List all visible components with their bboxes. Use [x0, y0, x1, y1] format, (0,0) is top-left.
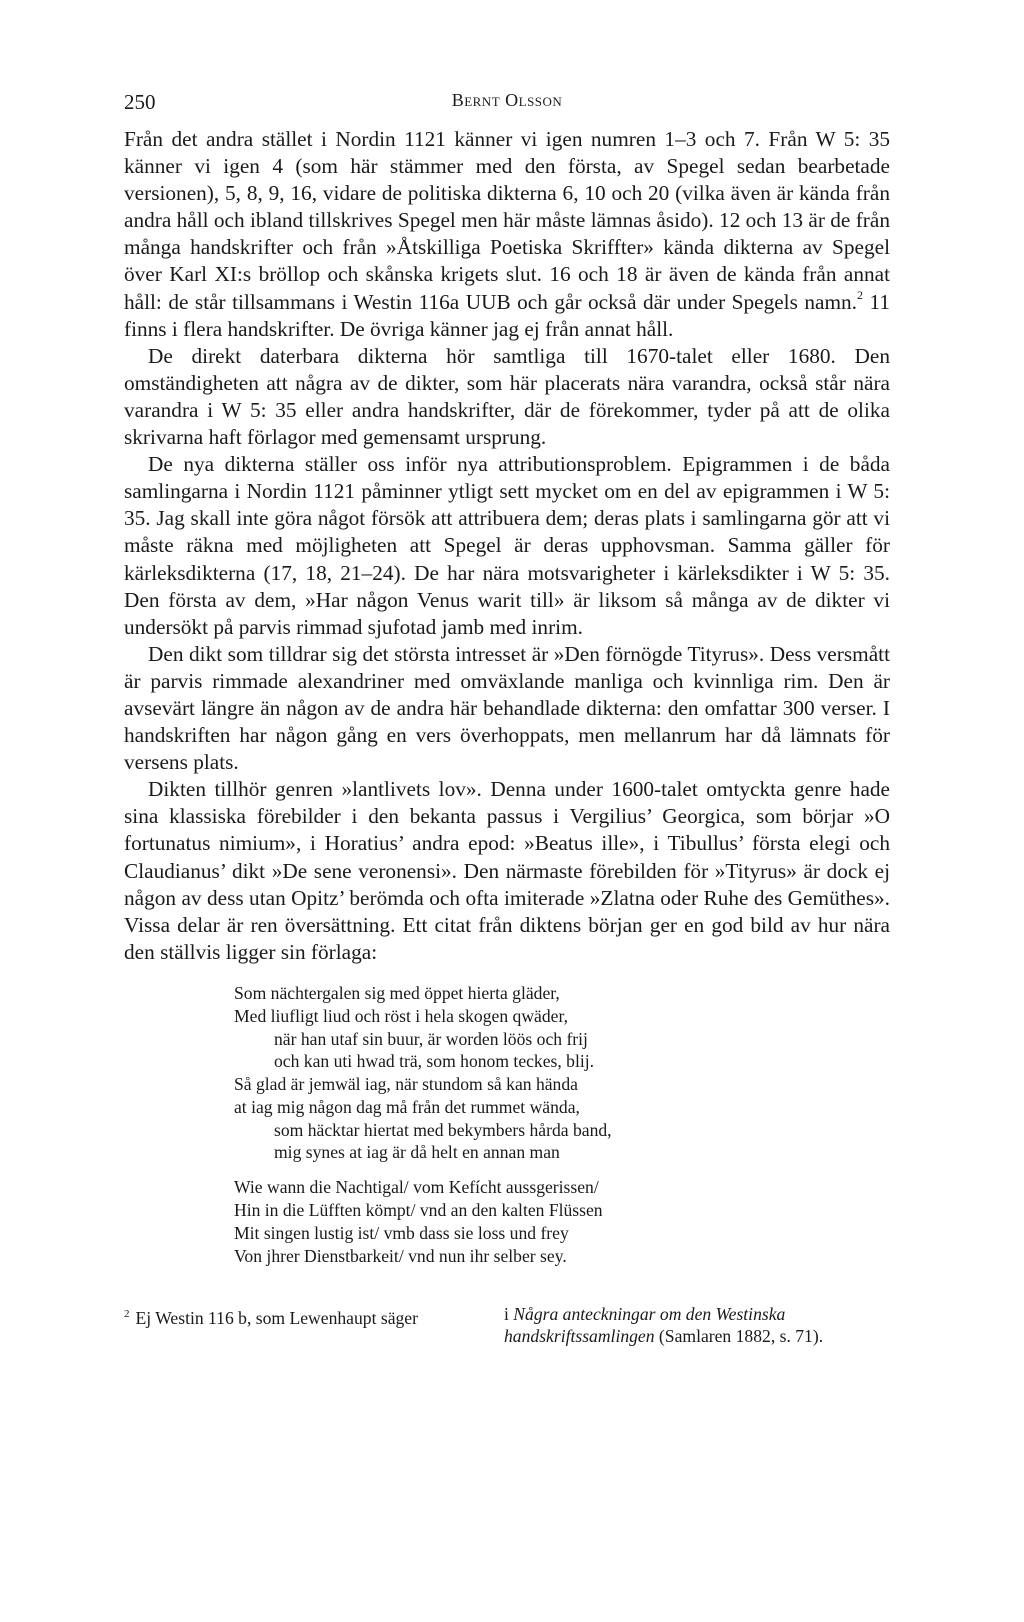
verse-line: at iag mig någon dag må från det rummet wända,	[234, 1096, 580, 1117]
verse-line: Med liufligt liud och röst i hela skogen qwäder,	[234, 1005, 568, 1026]
running-title: Bernt Olsson	[451, 90, 563, 110]
page-number: 250	[124, 90, 156, 114]
verse-line: Mit singen lustig ist/ vmb dass sie loss und frey	[234, 1222, 569, 1243]
paragraph-text-tail: 11 finns i flera handskrifter. De övriga känner jag ej från annat håll.	[124, 289, 890, 341]
footnote-ref: 2	[857, 288, 863, 303]
paragraph: De nya dikterna ställer oss inför nya attributionsproblem. Epigrammen i de båda samlingarna i Nordin 1121 påminner ytligt sett mycket om en del av epigrammen i W 5: 35. Jag skall inte göra något försök att attribuera dem; deras plats i samlingarna gör att vi måste räkna med möjligheten att Spegel är deras upphovsman. Samma gäller för kärleksdikterna (17, 18, 21–24). De har nära motsvarigheter i kärleksdikter i W 5: 35. Den första av dem, »Har någon Venus warit till» är liksom så många av de dikter vi undersökt på parvis rimmad sjufotad jamb med inrim.	[124, 452, 890, 639]
verse-line: Wie wann die Nachtigal/ vom Kefícht aussgerissen/	[234, 1177, 599, 1198]
verse-line: Von jhrer Dienstbarkeit/ vnd nun ihr selber sey.	[234, 1245, 567, 1266]
page-header	[124, 84, 890, 118]
verse-line: som häcktar hiertat med bekymbers hårda band,	[274, 1119, 612, 1140]
german-stanza	[234, 1176, 890, 1267]
paragraph: Dikten tillhör genren »lantlivets lov». Denna under 1600-talet omtyckta genre hade sina klassiska förebilder i den bekanta passus i Vergilius’ Georgica, som börjar »O fortunatus nimium», i Horatius’ andra epod: »Beatus ille», i Tibullus’ första elegi och Claudianus’ dikt »De sene veronensi». Den närmaste förebilden för »Tityrus» är dock ej någon av dess utan Opitz’ berömda och ofta imiterade »Zlatna oder Ruhe des Gemüthes». Vissa delar är ren översättning. Ett citat från diktens början ger en god bild av hur nära den ställvis ligger sin förlaga:	[124, 777, 890, 964]
paragraph	[124, 126, 890, 343]
verse-line: Hin in die Lüfften kömpt/ vnd an den kalten Flüssen	[234, 1200, 603, 1221]
paragraph: Den dikt som tilldrar sig det största intresset är »Den förnögde Tityrus». Dess versmått är parvis rimmade alexandriner med omväxlande manliga och kvinnliga rim. Den är avsevärt längre än någon av de andra här behandlade dikterna: den omfattar 300 verser. I handskriften har någon gång en vers överhoppats, men mellanrum har då lämnats för versens plats.	[124, 641, 890, 775]
verse-line: och kan uti hwad trä, som honom teckes, blij.	[274, 1051, 595, 1072]
paragraph: De direkt daterbara dikterna hör samtliga till 1670-talet eller 1680. Den omständigheten att några av de dikter, som här placerats nära varandra, också står nära varandra i W 5: 35 eller andra handskrifter, där de förekommer, tyder på att de olika skrivarna haft förlagor med gemensamt ursprung.	[124, 343, 890, 450]
verse-line: Så glad är jemwäl iag, när stundom så kan hända	[234, 1074, 578, 1095]
footnote	[124, 1303, 890, 1347]
verse-line: Som nächtergalen sig med öppet hierta gläder,	[234, 982, 560, 1003]
swedish-stanza	[234, 982, 890, 1164]
footnote-title: Några anteckningar om den Westinska handskriftssamlingen	[504, 1304, 786, 1346]
paragraph-text: Från det andra stället i Nordin 1121 känner vi igen numren 1–3 och 7. Från W 5: 35 känner vi igen 4 (som här stämmer med den första, av Spegel sedan bearbetade versionen), 5, 8, 9, 16, vidare de politiska dikterna 6, 10 och 20 (vilka även är kända från andra håll och ibland tillskrives Spegel men här måste lämnas åsido). 12 och 13 är de från många handskrifter och från »Åtskilliga Poetiska Skriffter» kända dikterna av Spegel över Karl XI:s bröllop och skånska krigets slut. 16 och 18 är även de kända från annat håll: de står tillsammans i Westin 116a UUB och går också där under Spegels namn.	[124, 127, 890, 314]
body-text	[124, 126, 890, 966]
footnote-left-text: Ej Westin 116 b, som Lewenhaupt säger	[135, 1307, 418, 1328]
verse-quotation	[234, 982, 890, 1268]
footnote-right-prefix: i	[504, 1304, 514, 1324]
footnote-left	[124, 1303, 504, 1347]
verse-line: mig synes at iag är då helt en annan man	[274, 1142, 560, 1163]
footnote-right	[504, 1303, 890, 1347]
page	[124, 84, 890, 1267]
footnote-right-suffix: (Samlaren 1882, s. 71).	[654, 1326, 824, 1346]
footnote-mark: 2	[124, 1308, 130, 1320]
verse-line: när han utaf sin buur, är worden löös och frij	[274, 1028, 588, 1049]
